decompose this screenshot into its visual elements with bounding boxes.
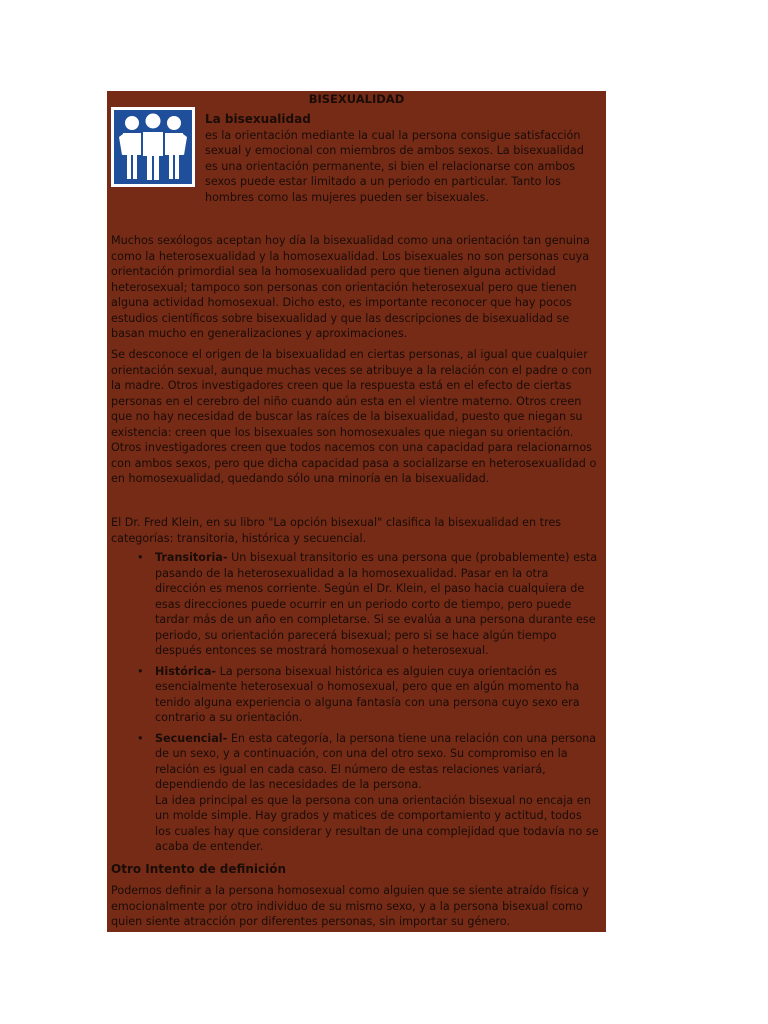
paragraph-4: [111, 883, 601, 930]
list-item: [111, 731, 601, 855]
subheading-block: [111, 862, 601, 878]
list-item: [111, 550, 601, 659]
list-item-term: Transitoria-: [155, 551, 228, 564]
intro-text: es la orientación mediante la cual la persona consigue satisfacción sexual y emocional con miembros de ambos sexos. La bisexualidad es una orientación permanente, si bien el relacionarse con ambos sexos puede estar limitado a un periodo en particular. Tanto los hombres como las mujeres pueden ser bisexuales.: [205, 128, 584, 204]
bullet-icon: •: [137, 551, 144, 564]
list-item-text: La persona bisexual histórica es alguien cuya orientación es esencialmente heterosexual o homosexual, pero que en algún momento ha tenido alguna experiencia o alguna fantasía con una persona cuyo sexo era contrario a su orientación.: [155, 664, 580, 724]
list-item-text: Un bisexual transitorio es una persona que (probablemente) esta pasando de la heterosexualidad a la homosexualidad. Pasar en la otra dirección es menos corriente. Según el Dr. Klein, el paso hacia cualquiera de esas direcciones puede ocurrir en un periodo corto de tiempo, pero puede tardar más de un año en completarse. Si se evalúa a una persona durante ese periodo, su orientación parecerá bisexual; pero si se hace algún tiempo después entonces se mostrará homosexual o heterosexual.: [155, 551, 598, 657]
intro-heading: La bisexualidad: [205, 112, 311, 126]
list-item-extra: La idea principal es que la persona con una orientación bisexual no encaja en un molde simple. Hay grados y matices de comportamiento y actitud, todos los cuales hay que considerar y resultan de una complejidad que todavía no se acaba de entender.: [155, 793, 599, 853]
paragraph-text: Se desconoce el origen de la bisexualidad en ciertas personas, al igual que cualquier orientación sexual, aunque muchas veces se atribuye a la relación con el padre o con la madre. Otros investigadores creen que la respuesta está en el efecto de ciertas personas en el cerebro del niño cuando aún esta en el vientre materno. Otros creen que no hay necesidad de buscar las raíces de la bisexualidad, puesto que niegan su existencia: creen que los bisexuales son homosexuales que niegan su orientación. Otros investigadores creen que todos nacemos con una capacidad para relacionarnos con ambos sexos, pero que dicha capacidad pasa a socializarse en heterosexualidad o en homosexualidad, quedando sólo una minoría en la bisexualidad.: [111, 348, 597, 485]
paragraph-text: Muchos sexólogos aceptan hoy día la bisexualidad como una orientación tan genuina como la heterosexualidad y la homosexualidad. Los bisexuales no son personas cuya orientación primordial sea la homosexualidad pero que tienen alguna actividad heterosexual; tampoco son personas con orientación heterosexual pero que tienen alguna actividad homosexual. Dicho esto, es importante reconocer que hay pocos estudios científicos sobre bisexualidad y que las descripciones de bisexualidad se basan mucho en generalizaciones y aproximaciones.: [111, 234, 590, 340]
document-title: BISEXUALIDAD: [308, 92, 405, 106]
people-group-icon: [111, 107, 195, 187]
paragraph-3: [111, 515, 601, 546]
document-panel: [107, 91, 606, 932]
list-item-term: Secuencial-: [155, 731, 228, 745]
list-item-text: En esta categoría, la persona tiene una relación con una persona de un sexo, y a continuación, con una del otro sexo. Su compromiso en la relación es igual en cada caso. El número de estas relaciones variará, dependiendo de las necesidades de la persona.: [155, 731, 597, 791]
intro-block: [205, 112, 595, 205]
bullet-icon: •: [137, 731, 144, 745]
subheading: Otro Intento de definición: [111, 862, 287, 876]
paragraph-2: [111, 347, 601, 487]
paragraph-text: El Dr. Fred Klein, en su libro "La opción bisexual" clasifica la bisexualidad en tres categorías: transitoria, histórica y secuencial.: [111, 516, 562, 545]
paragraph-text: Podemos definir a la persona homosexual como alguien que se siente atraído física y emocionalmente por otro individuo de su mismo sexo, y a la persona bisexual como quien siente atracción por diferentes personas, sin importar su género.: [111, 884, 590, 928]
list-item: [111, 664, 601, 726]
bullet-icon: •: [137, 664, 144, 678]
list-item-term: Histórica-: [155, 664, 217, 678]
paragraph-1: [111, 233, 601, 342]
category-list: [111, 550, 601, 860]
